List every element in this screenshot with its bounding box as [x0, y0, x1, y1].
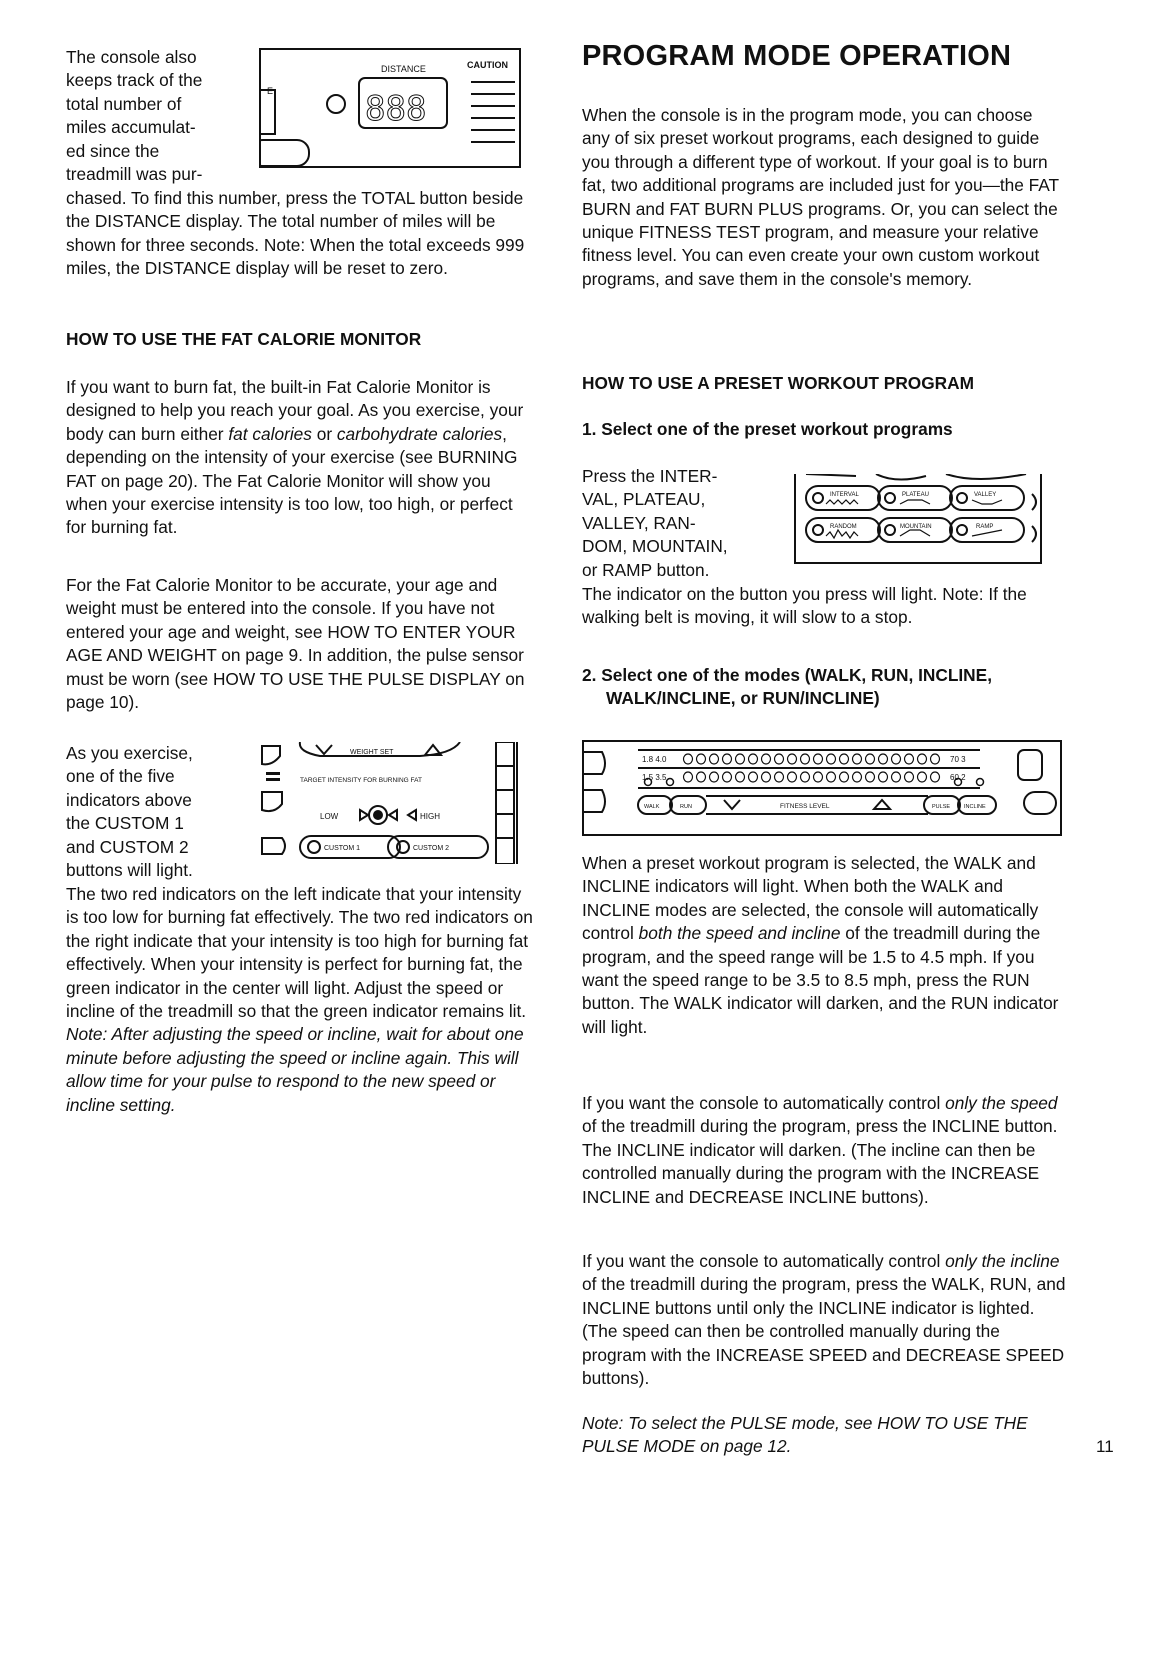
- indicator-dot: [710, 772, 719, 782]
- intro-lines: [66, 46, 251, 186]
- fat-paragraph-1: If you want to burn fat, the built-in Fat Calorie Monitor is designed to help you reach your goal. As you exercise, your body can burn either fat calories or carbohydrate calories, depending on the intensity of your exercise (see BURNING FAT on page 20). The Fat Calorie Monitor will show you when your exercise intensity is too low, too high, or perfect for burning fat.: [66, 377, 524, 538]
- incline-only-paragraph: If you want the console to automatically control only the incline of the treadmill during the program, press the WALK, RUN, and INCLINE buttons until only the INCLINE indicator is lighted. (The speed can then be controlled manually during the program with the INCREASE SPEED and DECREASE SPEED buttons).: [582, 1251, 1066, 1389]
- indicator-dot: [684, 772, 693, 782]
- fat-calorie-monitor-figure: [260, 742, 518, 864]
- exercise-lines: [66, 742, 246, 882]
- indicator-dot: [866, 754, 875, 764]
- press-line: or RAMP button.: [582, 559, 710, 580]
- indicator-dot: [814, 754, 823, 764]
- indicator-dot: [775, 772, 784, 782]
- indicator-dot: [866, 772, 875, 782]
- step-1-rest: The indicator on the button you press will light. Note: If the walking belt is moving, it will slow to a stop.: [582, 584, 1027, 628]
- total-button: [261, 140, 309, 166]
- indicator-dot: [723, 772, 732, 782]
- intro-line: total number of: [66, 93, 182, 114]
- svg-text:INTERVAL: INTERVAL: [830, 492, 859, 498]
- exercise-rest: The two red indicators on the left indicate that your intensity is too low for burning fat effectively. The two red indicators on the right indicate that your intensity is too high for burning fat effectively. When your intensity is perfect for burning fat, the green indicator in the center will light. Adjust the speed or incline of the treadmill so that the green indicator remains lit. Note: After adjusting the speed or incline, wait for about one minute before adjusting the speed or incline again. This will allow time for your pulse to respond to the new speed or incline setting.: [66, 884, 533, 1115]
- indicator-dot: [879, 754, 888, 764]
- svg-text:E: E: [267, 86, 274, 96]
- indicator-dot: [762, 754, 771, 764]
- indicator-dot: [801, 754, 810, 764]
- total-button-icon: [327, 95, 345, 113]
- indicator-dot: [853, 754, 862, 764]
- indicator-dot: [723, 754, 732, 764]
- svg-text:PULSE: PULSE: [932, 804, 951, 810]
- indicator-dot: [931, 772, 940, 782]
- press-lines: [582, 465, 782, 582]
- indicator-dot: [853, 772, 862, 782]
- program-intro: When the console is in the program mode, you can choose any of six preset workout programs, each designed to guide you through a different type of workout. If your goal is to burn fat, two additional programs are included just for you—the FAT BURN and FAT BURN PLUS programs. Or, you can select the unique FITNESS TEST program, and measure your relative fitness level. You can even create your own custom workout programs, and save them in the console's memory.: [582, 105, 1059, 289]
- indicator-dot: [697, 754, 706, 764]
- indicator-dot: [918, 754, 927, 764]
- step-2-heading-line-1: 2. Select one of the modes (WALK, RUN, INCLINE,: [582, 665, 992, 685]
- exercise-line: indicators above: [66, 789, 192, 810]
- svg-text:INCLINE: INCLINE: [964, 804, 986, 810]
- program-buttons-figure: [794, 474, 1042, 564]
- walk-incline-paragraph: When a preset workout program is selected, the WALK and INCLINE indicators will light. When both the WALK and INCLINE modes are selected, the console will automatically control both the speed and incline of the treadmill during the program, and the speed range will be 1.5 to 4.5 mph. If you want the speed range to be 3.5 to 8.5 mph, press the RUN button. The WALK indicator will darken, and the RUN indicator will light.: [582, 853, 1059, 1037]
- indicator-dot: [697, 772, 706, 782]
- fat-paragraph-2: For the Fat Calorie Monitor to be accurate, your age and weight must be entered into the console. If you have not entered your age and weight, see HOW TO ENTER YOUR AGE AND WEIGHT on page 9. In addition, the pulse sensor must be worn (see HOW TO USE THE PULSE DISPLAY on page 10).: [66, 575, 525, 713]
- svg-text:RAMP: RAMP: [976, 524, 994, 530]
- indicator-dot: [827, 754, 836, 764]
- svg-text:CUSTOM 1: CUSTOM 1: [324, 845, 361, 852]
- step-2-heading-line-2: WALK/INCLINE, or RUN/INCLINE): [606, 688, 880, 708]
- svg-text:RUN: RUN: [680, 804, 692, 810]
- svg-text:60 2: 60 2: [950, 773, 966, 782]
- exercise-line: and CUSTOM 2: [66, 836, 189, 857]
- svg-text:FITNESS LEVEL: FITNESS LEVEL: [780, 803, 830, 810]
- svg-text:CUSTOM 2: CUSTOM 2: [413, 845, 450, 852]
- indicator-dot: [788, 754, 797, 764]
- intro-line: The console also: [66, 47, 197, 67]
- svg-text:VALLEY: VALLEY: [974, 492, 997, 498]
- preset-heading: HOW TO USE A PRESET WORKOUT PROGRAM: [582, 373, 975, 393]
- indicator-dot: [749, 772, 758, 782]
- svg-text:1.5 3.5: 1.5 3.5: [642, 773, 667, 782]
- svg-text:LOW: LOW: [320, 812, 339, 821]
- indicator-dot: [814, 772, 823, 782]
- indicator-dot: [736, 772, 745, 782]
- distance-readout: 888: [365, 89, 427, 129]
- intro-line: keeps track of the: [66, 70, 203, 91]
- press-line: Press the INTER-: [582, 466, 718, 486]
- indicator-dot: [762, 772, 771, 782]
- svg-text:1.8 4.0: 1.8 4.0: [642, 755, 667, 764]
- speed-only-paragraph: If you want the console to automatically control only the speed of the treadmill during the program, press the INCLINE button. The INCLINE indicator will darken. (The incline can then be controlled manually during the program with the INCREASE INCLINE and DECREASE INCLINE buttons).: [582, 1093, 1058, 1207]
- indicator-dot: [788, 772, 797, 782]
- svg-text:HIGH: HIGH: [420, 812, 440, 821]
- indicator-dot: [918, 772, 927, 782]
- exercise-line: buttons will light.: [66, 860, 193, 881]
- intro-line: ed since the: [66, 140, 160, 161]
- indicator-dot: [931, 754, 940, 764]
- intro-line: treadmill was pur-: [66, 164, 203, 185]
- svg-text:70 3: 70 3: [950, 755, 966, 764]
- indicator-dot: [840, 754, 849, 764]
- indicator-dot: [684, 754, 693, 764]
- indicator-dot: [879, 772, 888, 782]
- exercise-line: As you exercise,: [66, 743, 193, 763]
- exercise-line: one of the five: [66, 766, 175, 787]
- svg-text:MOUNTAIN: MOUNTAIN: [900, 524, 932, 530]
- svg-text:WALK: WALK: [644, 804, 660, 810]
- indicator-dot: [710, 754, 719, 764]
- pulse-note: Note: To select the PULSE mode, see HOW TO USE THE PULSE MODE on page 12.: [582, 1413, 1028, 1457]
- indicator-dot: [801, 772, 810, 782]
- fat-monitor-heading: HOW TO USE THE FAT CALORIE MONITOR: [66, 329, 422, 349]
- caution-label: CAUTION: [467, 60, 508, 70]
- press-line: VAL, PLATEAU,: [582, 489, 706, 510]
- indicator-dot: [827, 772, 836, 782]
- indicator-dot: [775, 754, 784, 764]
- intro-line: miles accumulat-: [66, 117, 196, 138]
- step-1-heading: 1. Select one of the preset workout programs: [582, 419, 953, 439]
- indicator-dot: [736, 754, 745, 764]
- svg-text:WEIGHT SET: WEIGHT SET: [350, 749, 394, 756]
- exercise-line: the CUSTOM 1: [66, 813, 184, 834]
- press-line: DOM, MOUNTAIN,: [582, 536, 728, 557]
- page-number: 11: [1096, 1437, 1114, 1456]
- svg-text:RANDOM: RANDOM: [830, 524, 857, 530]
- indicator-dot: [905, 772, 914, 782]
- indicator-dot: [749, 754, 758, 764]
- svg-text:PLATEAU: PLATEAU: [902, 492, 929, 498]
- indicator-dot: [892, 772, 901, 782]
- modes-console-figure: [582, 740, 1062, 836]
- page-title: PROGRAM MODE OPERATION: [582, 40, 1012, 72]
- press-line: VALLEY, RAN-: [582, 512, 696, 533]
- svg-text:TARGET INTENSITY FOR BURNING F: TARGET INTENSITY FOR BURNING FAT: [300, 777, 422, 784]
- indicator-dot: [840, 772, 849, 782]
- indicator-dot: [905, 754, 914, 764]
- distance-console-figure: [259, 48, 521, 168]
- intro-rest: chased. To find this number, press the TOTAL button beside the DISTANCE display. The total number of miles will be shown for three seconds. Note: When the total exceeds 999 miles, the DISTANCE display will be reset to zero.: [66, 188, 525, 279]
- indicator-dot: [892, 754, 901, 764]
- distance-label: DISTANCE: [381, 64, 426, 74]
